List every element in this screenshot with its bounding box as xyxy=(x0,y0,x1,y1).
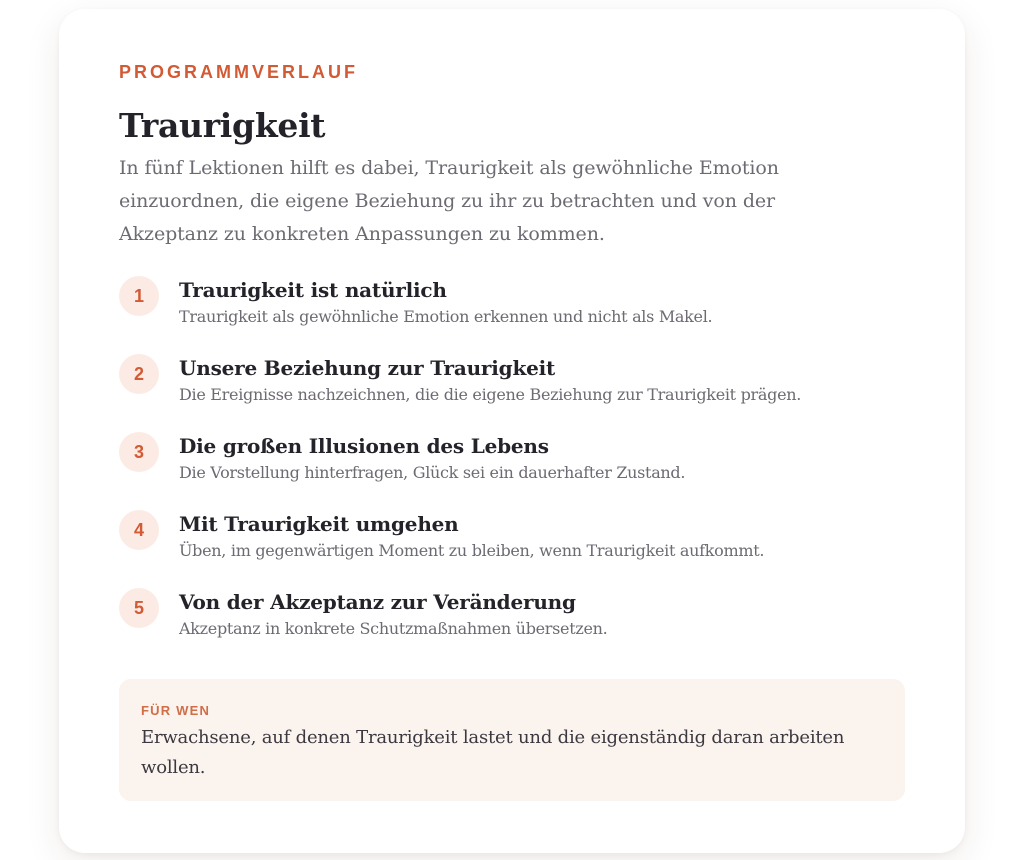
lesson-list xyxy=(119,272,905,662)
page-title: Traurigkeit xyxy=(119,106,326,145)
lesson-number-badge: 4 xyxy=(119,510,159,550)
lesson-title: Von der Akzeptanz zur Veränderung xyxy=(179,590,576,614)
lesson-title: Mit Traurigkeit umgehen xyxy=(179,512,459,536)
lesson-description: Die Ereignisse nachzeichnen, die die eigene Beziehung zur Traurigkeit prägen. xyxy=(179,385,802,404)
program-intro: In fünf Lektionen hilft es dabei, Traurigkeit als gewöhnliche Emotion einzuordnen, die eigene Beziehung zu ihr zu betrachten und von der Akzeptanz zu konkreten Anpassungen zu kommen. xyxy=(119,157,779,245)
lesson-description: Die Vorstellung hinterfragen, Glück sei ein dauerhafter Zustand. xyxy=(179,463,686,482)
lesson-item xyxy=(119,350,905,428)
lesson-item xyxy=(119,272,905,350)
lesson-title: Unsere Beziehung zur Traurigkeit xyxy=(179,356,556,380)
lesson-item xyxy=(119,506,905,584)
lesson-title: Die großen Illusionen des Lebens xyxy=(179,434,549,458)
target-audience-box xyxy=(119,679,905,801)
lesson-title: Traurigkeit ist natürlich xyxy=(179,278,447,302)
lesson-item xyxy=(119,428,905,506)
lesson-number-badge: 5 xyxy=(119,588,159,628)
lesson-description: Üben, im gegenwärtigen Moment zu bleiben, wenn Traurigkeit aufkommt. xyxy=(179,541,765,560)
lesson-number-badge: 2 xyxy=(119,354,159,394)
audience-description: Erwachsene, auf denen Traurigkeit lastet und die eigenständig daran arbeiten wollen. xyxy=(141,727,845,778)
program-card xyxy=(59,9,965,853)
audience-label: FÜR WEN xyxy=(141,703,211,718)
lesson-description: Traurigkeit als gewöhnliche Emotion erkennen und nicht als Makel. xyxy=(179,307,713,326)
section-eyebrow: PROGRAMMVERLAUF xyxy=(119,62,358,82)
lesson-number-badge: 3 xyxy=(119,432,159,472)
lesson-item xyxy=(119,584,905,662)
lesson-number-badge: 1 xyxy=(119,276,159,316)
lesson-description: Akzeptanz in konkrete Schutzmaßnahmen übersetzen. xyxy=(179,619,608,638)
